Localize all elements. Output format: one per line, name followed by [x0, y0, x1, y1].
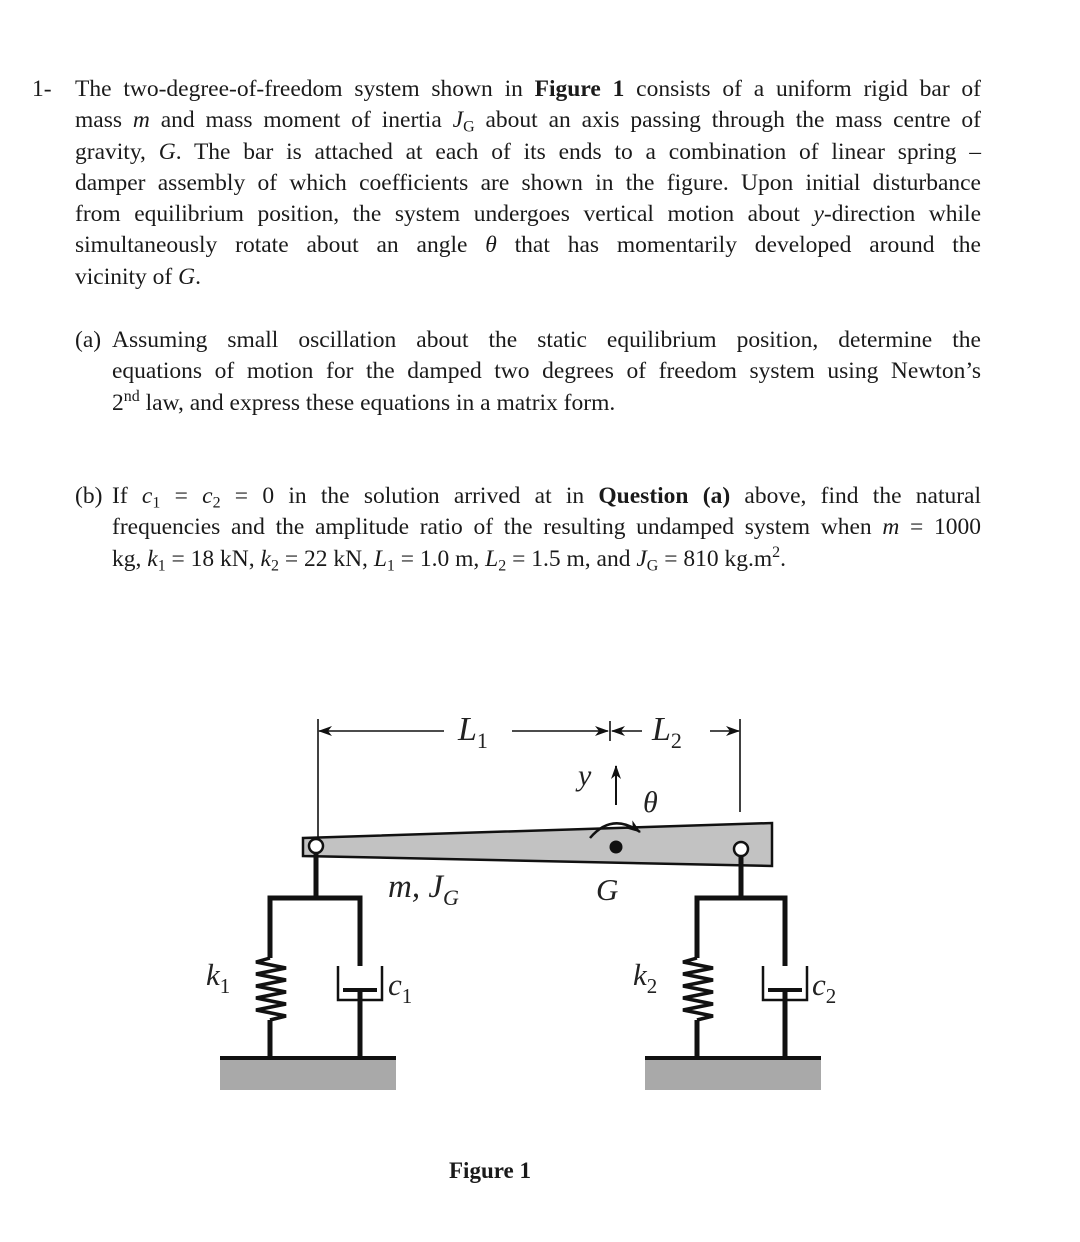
label-G: G [596, 872, 619, 907]
ground-left [220, 1058, 396, 1090]
text-line: from equilibrium position, the system undergoes vertical motion about y-direction while [75, 201, 981, 228]
text-line: vicinity of G. [75, 263, 201, 290]
text-line: mass m and mass moment of inertia $J_G$ about an axis passing through the mass centre of [75, 107, 981, 136]
label-c1: $c_1$ [388, 967, 413, 1008]
figure-caption: Figure 1 [449, 1158, 531, 1183]
label-k1: $k_1$ [206, 957, 231, 998]
question-number: 1- [32, 76, 52, 102]
label-y: y [578, 759, 592, 792]
text-line: The two-degree-of-freedom system shown in Figure 1 consists of a uniform rigid bar of [75, 76, 982, 102]
text-line: frequencies and the amplitude ratio of the resulting undamped system when m = 1000 [112, 514, 981, 541]
text-line: simultaneously rotate about an angle θ that has momentarily developed around the [75, 232, 981, 259]
label-c2: $c_2$ [812, 967, 837, 1008]
part-a-label: (a) [75, 327, 102, 353]
left-pin-icon [309, 839, 323, 853]
label-L2: $L_2$ [652, 711, 682, 753]
label-mass: m, $J_G$ [388, 869, 459, 910]
ground-right [645, 1058, 821, 1090]
center-of-gravity-dot [610, 841, 623, 854]
text-line: 2nd law, and express these equations in a matrix form. [112, 387, 616, 416]
left-suspension [256, 853, 382, 1058]
part-b-label: (b) [75, 483, 103, 509]
text-line: kg, $k_1 = 18$ kN, $k_2 = 22$ kN, $L_1 = 1.0$ m, $L_2 = 1.5$ m, and $J_G = 810$ $kg.m^2$. [112, 543, 786, 575]
text-line: equations of motion for the damped two degrees of freedom system using Newton’s [112, 358, 981, 385]
right-suspension [683, 856, 807, 1058]
label-k2: $k_2$ [633, 957, 658, 998]
text-line: If $c_1 = c_2 = 0$ in the solution arrived at in Question (a) above, find the natural [112, 483, 982, 512]
text-line: gravity, G. The bar is attached at each of its ends to a combination of linear spring – [75, 138, 981, 165]
label-L1: $L_1$ [458, 711, 488, 753]
right-pin-icon [734, 842, 748, 856]
text-line: Assuming small oscillation about the static equilibrium position, determine the [112, 327, 981, 353]
rigid-bar [303, 823, 772, 866]
text-line: damper assembly of which coefficients are shown in the figure. Upon initial disturbance [75, 169, 981, 196]
label-theta: θ [643, 786, 658, 819]
